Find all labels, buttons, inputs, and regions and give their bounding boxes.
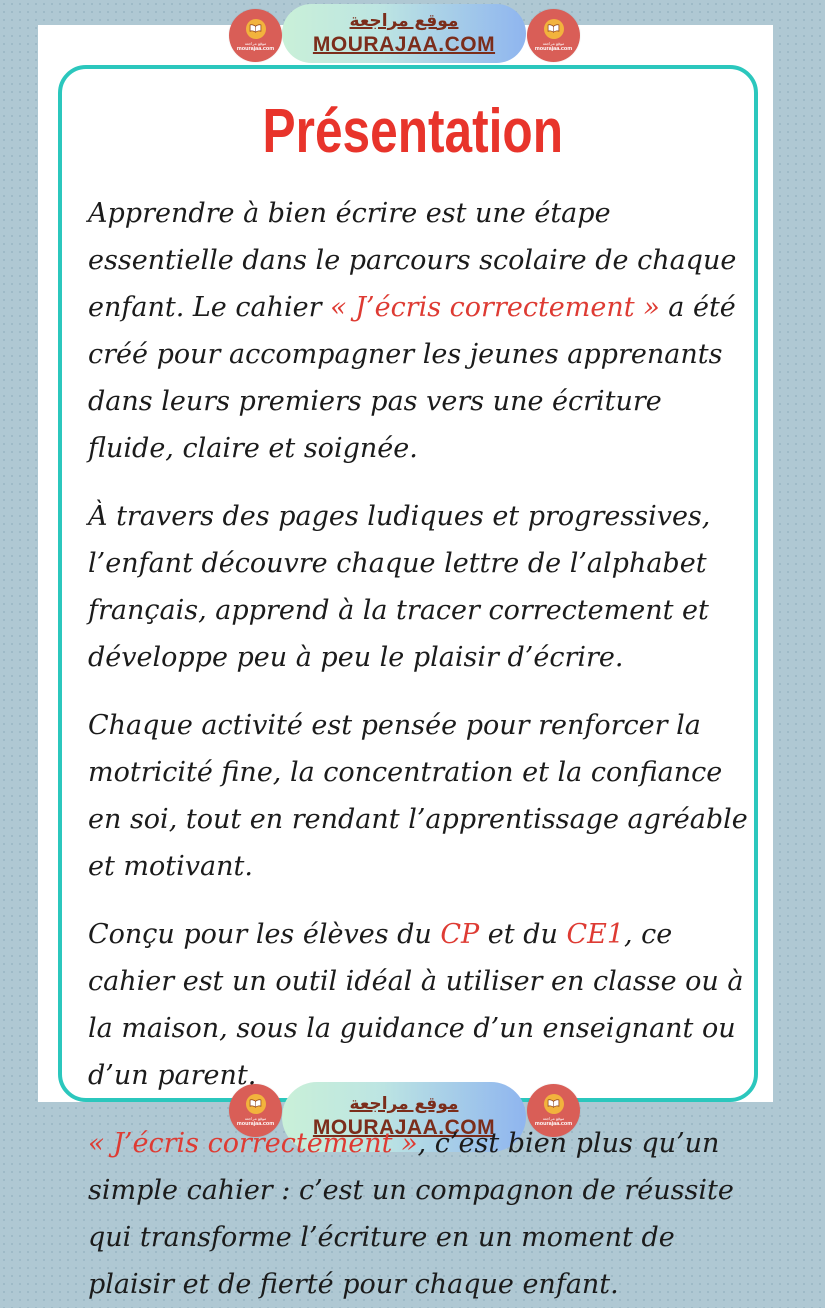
banner-arabic-text: موقع مراجعة bbox=[349, 10, 459, 31]
logo-site-text: mourajaa.com bbox=[534, 45, 573, 52]
text-segment: , c’est bien plus qu’un simple cahier : c’est un compagnon de réussite qui transforme l’écriture en un moment de plaisir et de fierté pour chaque enfant. bbox=[88, 1128, 734, 1300]
presentation-body bbox=[88, 190, 752, 1308]
highlighted-text-segment: CE1 bbox=[566, 919, 625, 950]
text-segment: , ce cahier est un outil idéal à utiliser en classe ou à la maison, sous la guidance d’un enseignant ou d’un parent. bbox=[88, 919, 744, 1091]
banner-arabic-text: موقع مراجعة bbox=[349, 1094, 459, 1114]
text-segment: a été créé pour accompagner les jeunes apprenants dans leurs premiers pas vers une écriture fluide, claire et soignée. bbox=[88, 292, 736, 464]
banner-site-link[interactable]: MOURAJAA.COM bbox=[312, 1116, 496, 1139]
logo-arabic-text: موقع مراجعة bbox=[542, 1115, 565, 1121]
logo-site-text: mourajaa.com bbox=[236, 1120, 275, 1127]
highlighted-text-segment: CP bbox=[440, 919, 480, 950]
top-banner bbox=[282, 4, 526, 63]
text-segment: Conçu pour les élèves du bbox=[88, 919, 441, 950]
open-book-icon bbox=[246, 19, 266, 39]
text-segment: et du bbox=[479, 919, 567, 950]
text-segment: Chaque activité est pensée pour renforcer la motricité fine, la concentration et la confiance en soi, tout en rendant l’apprentissage agréable et motivant. bbox=[88, 710, 748, 882]
paragraph bbox=[88, 702, 752, 890]
text-segment: Apprendre à bien écrire est une étape essentielle dans le parcours scolaire de chaque enfant. Le cahier bbox=[88, 198, 737, 323]
banner-site-link[interactable]: MOURAJAA.COM bbox=[312, 32, 496, 56]
highlighted-text-segment: « J’écris correctement » bbox=[330, 292, 660, 323]
logo-site-text: mourajaa.com bbox=[534, 1120, 573, 1127]
text-segment: À travers des pages ludiques et progressives, l’enfant découvre chaque lettre de l’alphabet français, apprend à la tracer correctement et développe peu à peu le plaisir d’écrire. bbox=[88, 501, 711, 673]
mourajaa-logo bbox=[229, 9, 282, 62]
highlighted-text-segment: « J’écris correctement » bbox=[88, 1128, 418, 1159]
logo-arabic-text: موقع مراجعة bbox=[244, 40, 267, 46]
page-title: Présentation bbox=[262, 97, 563, 166]
logo-arabic-text: موقع مراجعة bbox=[244, 1115, 267, 1121]
paragraph bbox=[88, 1120, 752, 1308]
page-title-row bbox=[0, 96, 825, 167]
logo-arabic-text: موقع مراجعة bbox=[542, 40, 565, 46]
mourajaa-logo bbox=[527, 9, 580, 62]
open-book-icon bbox=[544, 19, 564, 39]
paragraph bbox=[88, 190, 752, 472]
logo-site-text: mourajaa.com bbox=[236, 45, 275, 52]
paragraph bbox=[88, 493, 752, 681]
paragraph bbox=[88, 911, 752, 1099]
